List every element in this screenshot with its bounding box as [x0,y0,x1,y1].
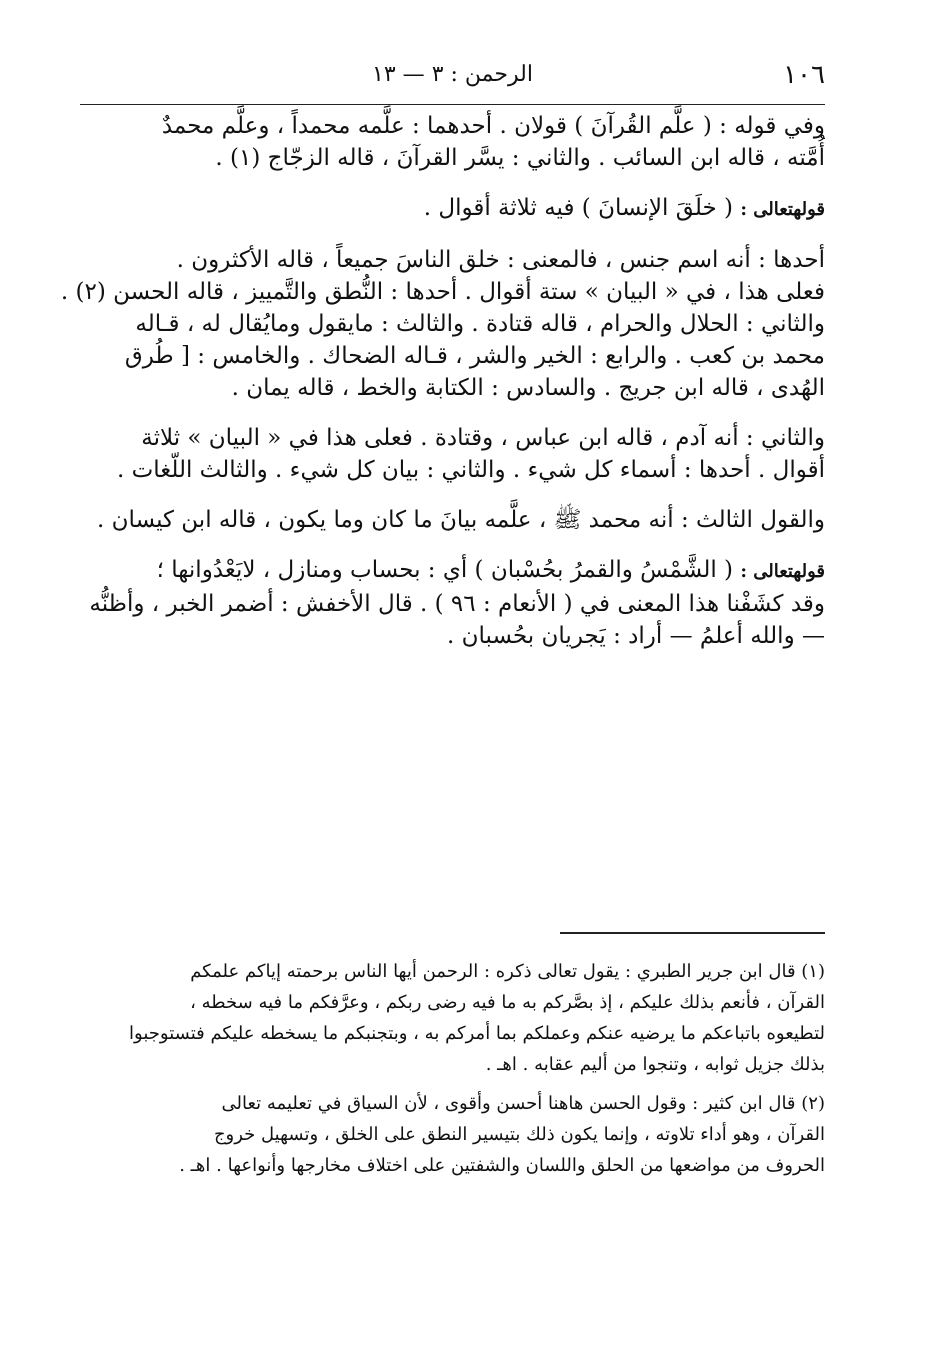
line-text: بذلك جزيل ثوابه ، وتنجوا من أليم عقابه . اهـ . [485,1054,825,1075]
footnote-line [80,1150,825,1181]
main-text [60,110,825,652]
text-line [80,504,825,536]
line-text: لتطيعوه باتباعكم ما يرضيه عنكم وعملكم بما أمركم به ، وبتجنبكم ما يسخطه عليكم فتستوجبوا [129,1023,825,1044]
verse-keyword: قولهتعالى : [740,199,825,220]
line-text: محمد بن كعب . والرابع : الخير والشر ، قـاله الضحاك . والخامس : [ طُرق [124,343,825,369]
text-line [80,372,825,404]
text-line [80,308,825,340]
line-text: وقد كشَفْنا هذا المعنى في ( الأنعام : ٩٦ ) . قال الأخفش : أضمر الخبر ، وأظنُّه [89,591,825,617]
line-text: أُمَّته ، قاله ابن السائب . والثاني : يسَّر القرآنَ ، قاله الزجّاج (١) . [215,145,825,171]
footnote-line [80,1088,825,1119]
paragraph-gap [80,226,825,244]
text-line [80,340,825,372]
line-text: — والله أعلمُ — أراد : يَجريان بحُسبان . [446,623,825,649]
footnotes [80,956,825,1181]
line-text: والقول الثالث : أنه محمد ﷺ ، علَّمه بيانَ ما كان وما يكون ، قاله ابن كيسان . [97,507,825,533]
text-line [60,276,825,308]
line-text: (١) قال ابن جرير الطبري : يقول تعالى ذكره : الرحمن أيها الناس برحمته إياكم علمكم [190,961,825,982]
line-text: أقوال . أحدها : أسماء كل شيء . والثاني : بيان كل شيء . والثالث اللّغات . [116,457,825,483]
text-line [80,110,825,142]
paragraph-gap [80,486,825,504]
footnote-line [80,1018,825,1049]
footnote-divider [560,932,825,934]
text-line [80,620,825,652]
line-text: وفي قوله : ( علَّم القُرآنَ ) قولان . أحدهما : علَّمه محمداً ، وعلَّم محمدٌ [161,113,825,139]
footnote-line [80,1049,825,1080]
line-text: والثاني : أنه آدم ، قاله ابن عباس ، وقتادة . فعلى هذا في « البيان » ثلاثة [141,425,825,451]
paragraph-gap [80,536,825,554]
line-text: القرآن ، وهو أداء تلاوته ، وإنما يكون ذلك بتيسير النطق على الخلق ، وتسهيل خروج [213,1124,825,1145]
footnote-line [80,1119,825,1150]
text-line [80,244,825,276]
line-text: والثاني : الحلال والحرام ، قاله قتادة . والثالث : مايقول ومايُقال له ، قـاله [135,311,825,337]
text-line [80,454,825,486]
header-divider [80,104,825,105]
text-line [80,142,825,174]
page-number: ١٠٦ [783,60,825,90]
text-line [80,554,825,588]
line-text: ( الشَّمْسُ والقمرُ بحُسْبان ) أي : بحساب ومنازل ، لايَعْدُوانها ؛ [156,557,733,583]
line-text: القرآن ، فأنعم بذلك عليكم ، إذ بصَّركم به ما فيه رضى ربكم ، وعرَّفكم ما فيه سخطه ، [190,992,825,1013]
text-line [80,422,825,454]
text-line [80,588,825,620]
line-text: الهُدى ، قاله ابن جريج . والسادس : الكتابة والخط ، قاله يمان . [231,375,825,401]
text-line [80,192,825,226]
line-text: الحروف من مواضعها من الحلق واللسان والشفتين على اختلاف مخارجها وأنواعها . اهـ . [179,1155,825,1176]
paragraph-gap [80,404,825,422]
line-text: فعلى هذا ، في « البيان » ستة أقوال . أحدها : النُّطق والتَّمييز ، قاله الحسن (٢) . [60,279,825,305]
paragraph-gap [80,1080,825,1088]
line-text: أحدها : أنه اسم جنس ، فالمعنى : خلق الناسَ جميعاً ، قاله الأكثرون . [176,247,825,273]
verse-keyword: قولهتعالى : [740,561,825,582]
page-header [80,60,825,96]
footnote-line [80,987,825,1018]
line-text: (٢) قال ابن كثير : وقول الحسن هاهنا أحسن وأقوى ، لأن السياق في تعليمه تعالى [221,1093,825,1114]
line-text: ( خلَقَ الإنسانَ ) فيه ثلاثة أقوال . [423,195,733,221]
running-head: الرحمن : ٣ — ١٣ [372,62,533,87]
paragraph-gap [80,174,825,192]
footnote-line [80,956,825,987]
